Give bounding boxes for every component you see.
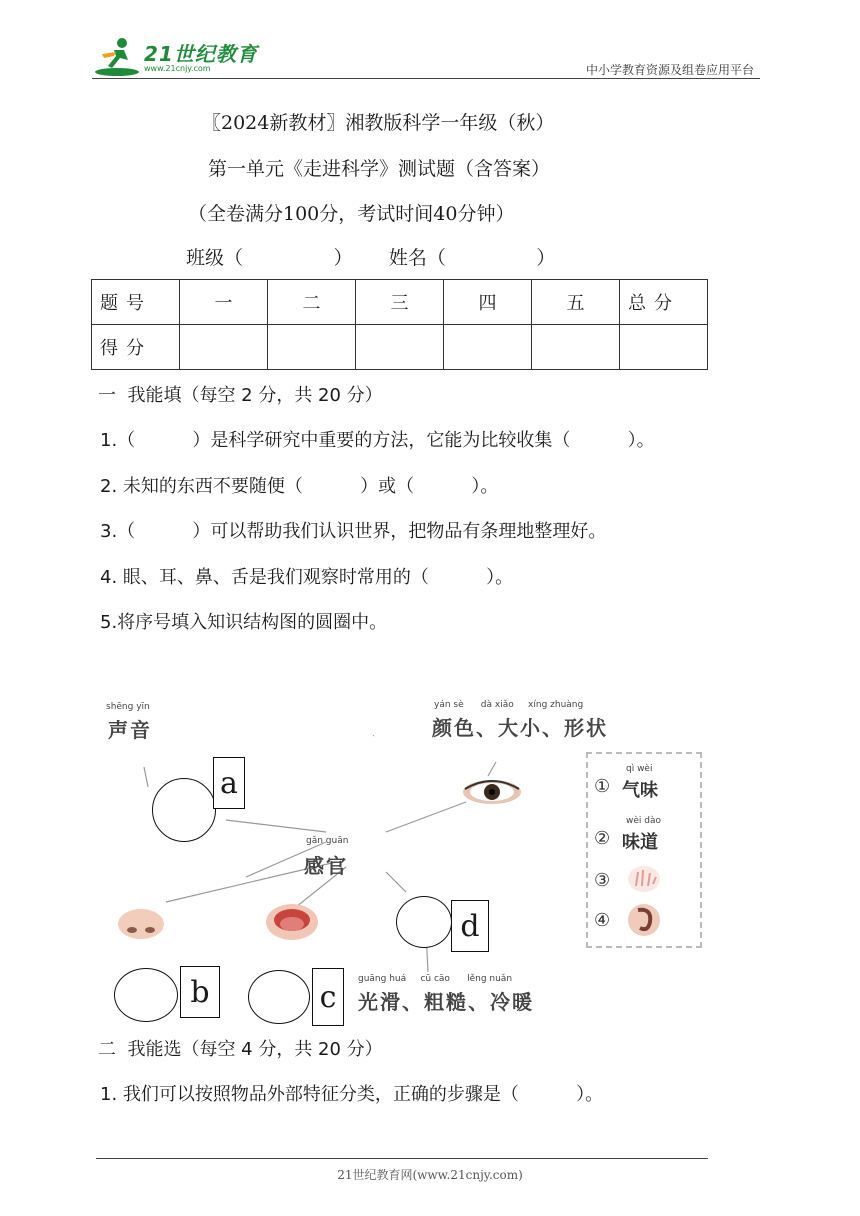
platform-name: 中小学教育资源及组卷应用平台 bbox=[585, 63, 754, 77]
legend-pinyin-2: wèi dào bbox=[626, 816, 661, 826]
class-name-line: 班级（ ） 姓名（ ） bbox=[186, 247, 556, 269]
table-cell: 总分 bbox=[620, 280, 708, 325]
table-cell: 一 bbox=[180, 280, 268, 325]
table-cell: 五 bbox=[532, 280, 620, 325]
question-1: 1.（ ）是科学研究中重要的方法，它能为比较收集（ ）。 bbox=[100, 430, 655, 451]
logo-text: 21世纪教育 bbox=[144, 42, 258, 66]
organ-label: 感官 bbox=[304, 854, 348, 878]
appearance-label: 颜色、大小、形状 bbox=[432, 716, 608, 740]
ear-icon bbox=[626, 902, 662, 938]
label-box-d: d bbox=[451, 900, 489, 952]
exam-subtitle: 第一单元《走进科学》测试题（含答案） bbox=[208, 158, 551, 180]
table-row bbox=[92, 280, 708, 325]
legend-num-3: ③ bbox=[594, 870, 611, 891]
score-input-cell[interactable] bbox=[180, 325, 268, 370]
mouth-icon bbox=[264, 902, 320, 942]
touch-label: 光滑、粗糙、冷暖 bbox=[358, 990, 534, 1014]
legend-num-1: ① bbox=[594, 776, 611, 797]
legend-pinyin-1: qì wèi bbox=[626, 764, 653, 774]
knowledge-diagram bbox=[96, 692, 716, 1027]
table-row bbox=[92, 325, 708, 370]
footer-text: 21世纪教育网(www.21cnjy.com) bbox=[337, 1168, 523, 1182]
section1-heading: 一 我能填（每空 2 分，共 20 分） bbox=[98, 385, 383, 406]
legend-panel bbox=[586, 752, 702, 948]
table-cell: 三 bbox=[356, 280, 444, 325]
organ-pinyin: gǎn guān bbox=[306, 836, 349, 846]
sound-label: 声音 bbox=[108, 718, 152, 742]
appearance-pinyin: yán sè dà xiǎo xíng zhuàng bbox=[434, 700, 584, 710]
legend-num-2: ② bbox=[594, 828, 611, 849]
footer-divider bbox=[96, 1158, 708, 1159]
legend-text-1: 气味 bbox=[622, 780, 658, 801]
question-4: 4. 眼、耳、鼻、舌是我们观察时常用的（ ）。 bbox=[100, 567, 514, 588]
answer-circle-a[interactable] bbox=[152, 778, 216, 842]
score-input-cell[interactable] bbox=[268, 325, 356, 370]
table-cell: 二 bbox=[268, 280, 356, 325]
table-cell: 得分 bbox=[92, 325, 180, 370]
section2-heading: 二 我能选（每空 4 分，共 20 分） bbox=[98, 1039, 383, 1060]
answer-circle-d[interactable] bbox=[396, 896, 452, 948]
score-input-cell[interactable] bbox=[532, 325, 620, 370]
logo-url: www.21cnjy.com bbox=[144, 64, 211, 73]
question-5: 5.将序号填入知识结构图的圆圈中。 bbox=[100, 612, 388, 633]
label-box-b: b bbox=[180, 966, 220, 1018]
table-cell: 题号 bbox=[92, 280, 180, 325]
legend-text-2: 味道 bbox=[622, 832, 658, 853]
sound-pinyin: shēng yīn bbox=[106, 702, 150, 712]
nose-icon bbox=[116, 904, 166, 940]
score-input-cell[interactable] bbox=[620, 325, 708, 370]
table-cell: 四 bbox=[444, 280, 532, 325]
site-logo bbox=[92, 36, 262, 78]
label-box-a: a bbox=[213, 757, 245, 809]
header-divider bbox=[92, 78, 760, 79]
question-2: 2. 未知的东西不要随便（ ）或（ ）。 bbox=[100, 476, 499, 497]
exam-title: 〖2024新教材〗湘教版科学一年级（秋） bbox=[202, 112, 555, 134]
score-input-cell[interactable] bbox=[356, 325, 444, 370]
hand-icon bbox=[626, 864, 662, 894]
answer-circle-b[interactable] bbox=[114, 968, 178, 1022]
touch-pinyin: guāng huá cū cāo lěng nuǎn bbox=[358, 974, 513, 984]
eye-icon bbox=[461, 777, 523, 807]
question-3: 3.（ ）可以帮助我们认识世界，把物品有条理地整理好。 bbox=[100, 521, 607, 542]
answer-circle-c[interactable] bbox=[248, 970, 310, 1024]
score-table bbox=[91, 279, 708, 370]
stray-mark: ˏ bbox=[372, 726, 376, 737]
section2-question-1: 1. 我们可以按照物品外部特征分类，正确的步骤是（ ）。 bbox=[100, 1084, 604, 1105]
score-input-cell[interactable] bbox=[444, 325, 532, 370]
legend-num-4: ④ bbox=[594, 910, 611, 931]
exam-info: （全卷满分100分，考试时间40分钟） bbox=[188, 203, 515, 225]
label-box-c: c bbox=[312, 968, 344, 1026]
runner-logo-icon bbox=[92, 36, 142, 78]
